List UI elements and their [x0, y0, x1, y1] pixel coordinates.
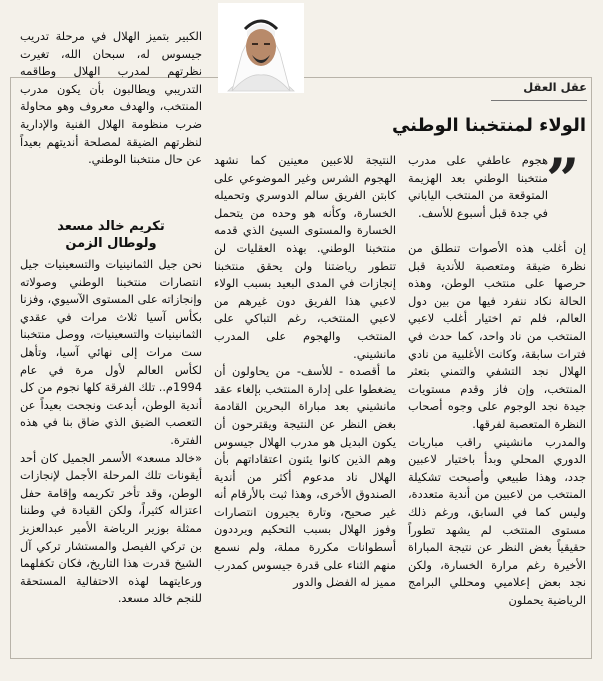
paragraph: والمدرب مانشيني راقب مباريات الدوري المحلي وبدأ باختيار لاعبين جدد، وهذا طبيعي وأصبحت تشكيلة المنتخب من لاعبين من أندية متعددة، وليس كما في السابق، ورغم ذلك مستوى المنتخب لم يشهد تطوراً حقيقياً بغض النظر عن نتيجة المباراة الأخيرة رغم مرارة الخسارة، ولكن نجد بعض إعلاميي ومحللي البرامج الرياضية يحملون: [408, 434, 586, 607]
column-label: [493, 80, 587, 98]
paragraph: ما أقصده - للأسف- من يحاولون أن يضغطوا على إدارة المنتخب بإلغاء عقد مانشيني بعد مباراة البحرين القادمة بغض النظر عن النتيجة ويقترحون أن يكون البديل هو مدرب الهلال جيسوس وهم الذين كانوا يئنون اعتقاداتهم بأن الهلال ناد مدعوم أكثر من أندية الصندوق الأخرى، وهذا ثبت بالأرقام أنه غير صحيح، وتارة يجيرون انتصارات وفوز الهلال بسبب التحكيم ويرددون أسطوانات مكررة مملة، ولم نسمع منهم الثناء على قدرة جيسوس كمدرب مميز له الفضل والدور: [214, 364, 396, 590]
quote-mark-icon: ”: [546, 146, 580, 214]
column-right: [408, 152, 548, 222]
paragraph: نحن جيل الثمانينيات والتسعينيات جيل انتصارات منتخبنا الوطني وصولاته وإنجازاته على المستوى الآسيوي، وفزنا بكأس آسيا ثلاث مرات في عقدي الثمانينيات والتسعينيات، ووصل منتخبنا ست مرات إلى نهائي آسيا، وتأهل لكأس العالم لأول مرة في عام 1994م.. تلك الفرقة كلها نجوم من كل أندية الوطن، أبدعت ونجحت بعيداً عن التعصب الضيق الذي ضاق بنا في هذه الفترة.: [20, 257, 202, 447]
author-photo: [218, 3, 304, 93]
column-label-rule: [491, 100, 587, 101]
subheading: [20, 218, 202, 252]
column-left: [20, 28, 202, 169]
column-label-text: عقل العقل: [523, 80, 587, 94]
paragraph: «خالد مسعد» الأسمر الجميل كان أحد أيقونات تلك المرحلة الأجمل لإنجازات الوطن، وقد تأخر تكريمه وإقامة حفل اعتزاله كثيراً، ولكن القيادة في وطننا ممثلة بوزير الرياضة الأمير عبدالعزيز بن تركي الفيصل والمستشار تركي آل الشيخ قدرت هذا التاريخ، فكان تكفلهما ورعايتهما لهذه الاحتفالية المستحقة للنجم خالد مسعد.: [20, 450, 202, 606]
column-left-cont: [20, 256, 202, 608]
paragraph: الكبير بتميز الهلال في مرحلة تدريب جيسوس له، سبحان الله، تغيرت نظرتهم لمدرب الهلال وطاقمه التدريبي ويطالبون بأن يكون مدرب المنتخب، والهدف معروف وهو محاولة ضرب منظومة الهلال الفنية والإدارية لنظرتهم الضيقة لمصلحة أنديتهم بعيداً عن حال منتخبنا الوطني.: [20, 29, 202, 167]
paragraph: النتيجة للاعبين معينين كما نشهد الهجوم الشرس وغير الموضوعي على كابتن الفريق سالم الدوسري وتحميله الخسارة، وكأنه هو وحده من يتحمل الخسارة والمستوى السيئ الذي قدمه منتخبنا الوطني. بهذه العقليات لن تتطور رياضتنا ولن يحقق منتخبنا إنجازات في المدى البعيد بسبب الولاء لاعبي هذا الفريق دون غيرهم من لاعبي المنتخب، رغم التباكي على المنتخب والهجوم على المدرب مانشيني.: [214, 153, 396, 361]
paragraph: إن أغلب هذه الأصوات تنطلق من نظرة ضيقة ومتعصبة للأندية قبل حرصها على منتخب الوطن، وهذه الحالة نكاد ننفرد فيها من بين دول العالم، فلم تم اختيار أغلب لاعبي المنتخب من ناد واحد، كما حدث في فترات سابقة، وكانت الأغلبية من نادي الهلال نجد التشفي والتمني بتعثر المنتخب، وإن فاز وقدم مستويات جيدة نجد الوجوم على وجوه أصحاب النظرة المتعصبة لفرقها.: [408, 241, 586, 431]
column-right-cont: [408, 240, 586, 609]
subheading-line-1: تكريم خالد مسعد: [57, 219, 165, 234]
subheading-line-2: ولوطال الزمن: [65, 236, 157, 251]
article-title: الولاء لمنتخبنا الوطني: [391, 115, 586, 136]
column-middle: [214, 152, 396, 592]
paragraph: هجوم عاطفي على مدرب منتخبنا الوطني بعد الهزيمة المتوقعة من المنتخب الياباني في جدة قبل أسبوع للأسف.: [408, 153, 548, 220]
